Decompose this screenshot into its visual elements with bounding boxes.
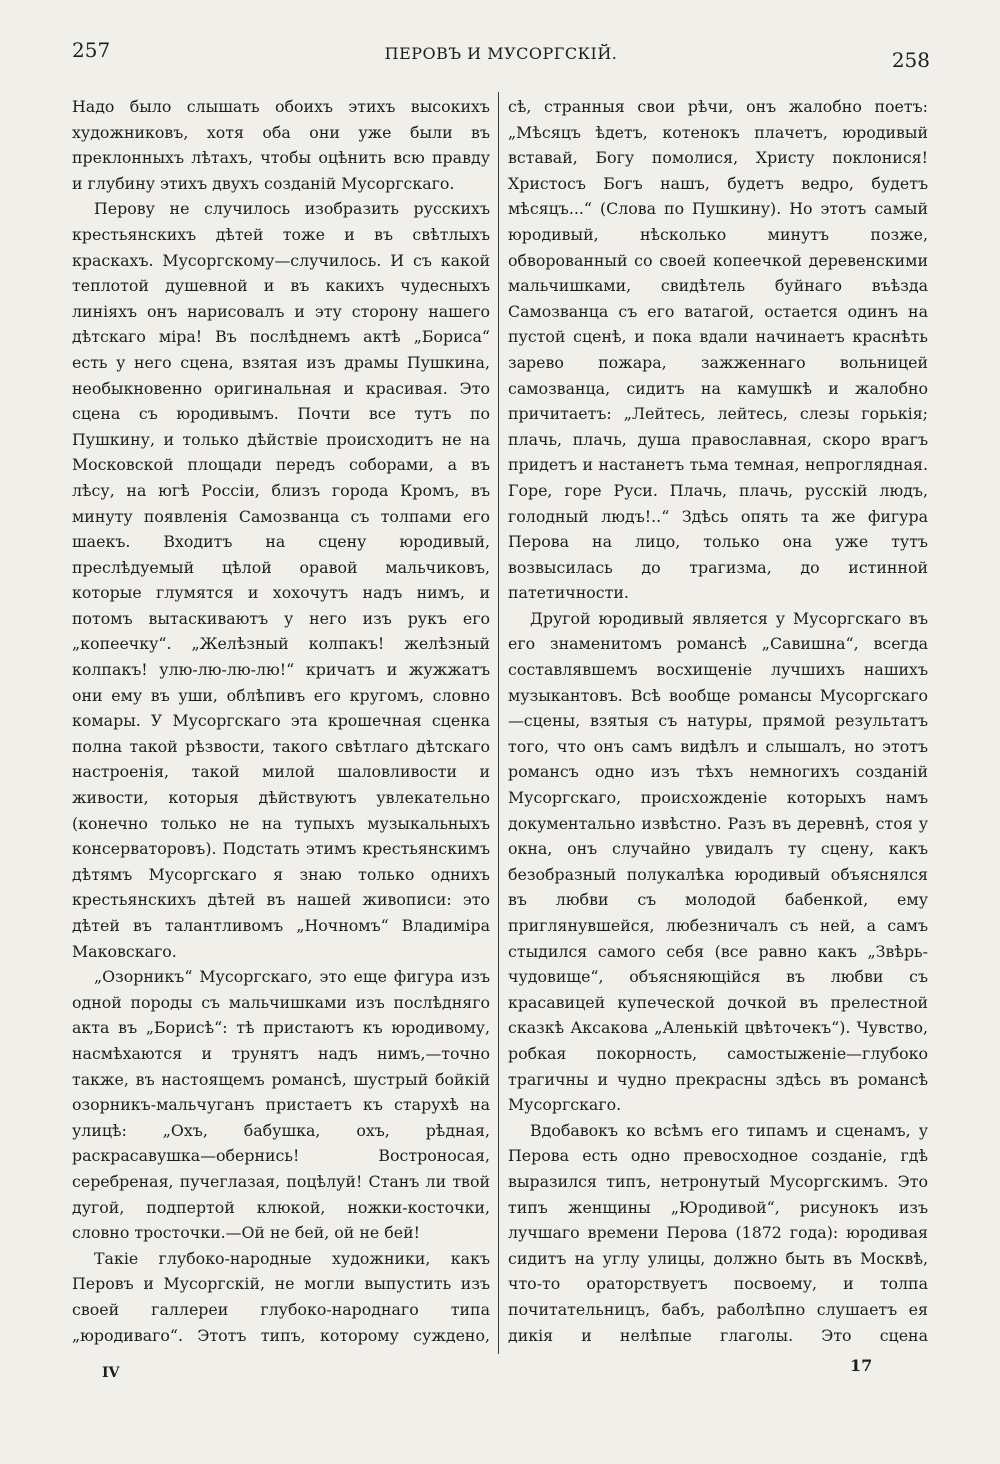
column-divider (498, 92, 499, 1354)
paragraph: Другой юродивый является у Мусоргскаго въ его знаменитомъ романсѣ „Савишна“, всегда составлявшемъ восхищеніе лучшихъ нашихъ музыкантовъ. Всѣ вообще романсы Мусоргскаго—сцены, взятыя съ натуры, прямой результатъ того, что онъ самъ видѣлъ и слышалъ, но этотъ романсъ одно изъ тѣхъ немногихъ созданій Мусоргскаго, происхожденіе которыхъ намъ документально извѣстно. Разъ въ деревнѣ, стоя у окна, онъ случайно увидалъ ту сцену, какъ безобразный полукалѣка юродивый объяснялся въ любви съ молодой бабенкой, ему приглянувшейся, любезничалъ съ ней, а самъ стыдился самого себя (все равно какъ „Звѣрь-чудовище“, объясняющійся въ любви съ красавицей купеческой дочкой въ прелестной сказкѣ Аксакова „Аленькій цвѣточекъ“). Чувство, робкая покорность, самостыженіе—глубоко трагичны и чудно прекрасны здѣсь въ романсѣ Мусоргскаго. (508, 608, 928, 1115)
paragraph: „Озорникъ“ Мусоргскаго, это еще фигура изъ одной породы съ мальчишками изъ послѣдняго акта въ „Борисѣ“: тѣ пристаютъ къ юродивому, насмѣхаются и трунятъ надъ нимъ,—точно также, въ настоящемъ романсѣ, шустрый бойкій озорникъ-мальчуганъ пристаетъ къ старухѣ на улицѣ: „Охъ, бабушка, охъ, рѣдная, раскрасавушка—обернись! Востроносая, серебреная, пучеглазая, поцѣлуй! Станъ ли твой дугой, подпертой клюкой, ножки-косточки, словно тросточки.—Ой не бей, ой не бей! (72, 967, 490, 1243)
page-number-left: 257 (72, 38, 111, 62)
paragraph: Вдобавокъ ко всѣмъ его типамъ и сценамъ, у Перова есть одно превосходное созданіе, гдѣ выразился типъ, нетронутый Мусоргскимъ. Это типъ женщины „Юродивой“, рисунокъ изъ лучшаго времени Перова (1872 года): юродивая сидитъ на углу улицы, должно быть въ Москвѣ, что-то ораторствуетъ посвоему, и толпа почитательницъ, бабъ, раболѣпно слушаетъ ея дикія и нелѣпые глаголы. Это сцена (508, 1120, 928, 1345)
signature-mark-left: IV (102, 1365, 120, 1381)
signature-mark-right: 17 (850, 1356, 873, 1375)
running-title: ПЕРОВЪ И МУСОРГСКІЙ. (384, 44, 618, 63)
paragraph: Перову не случилось изобразить русскихъ крестьянскихъ дѣтей тоже и въ свѣтлыхъ краскахъ. Мусоргскому—случилось. И съ какой теплотой душевной и въ какихъ чудесныхъ линіяхъ онъ нарисовалъ и эту сторону нашего дѣтскаго міра! Въ послѣднемъ актѣ „Бориса“ есть у него сцена, взятая изъ драмы Пушкина, необыкновенно оригинальная и красивая. Это сцена съ юродивымъ. Почти все тутъ по Пушкину, и только дѣйствіе происходитъ не на Московской площади передъ соборами, а въ лѣсу, на югѣ Россіи, близъ города Кромъ, въ минуту появленія Самозванца съ толпами его шаекъ. Входитъ на сцену юродивый, преслѣдуемый цѣлой оравой мальчиковъ, которые глумятся и хохочутъ надъ нимъ, и потомъ вытаскиваютъ у него изъ рукъ его „копеечку“. „Желѣзный колпакъ! желѣзный колпакъ! улю-лю-лю-лю!“ кричатъ и жужжатъ они ему въ уши, облѣпивъ его кругомъ, словно комары. У Мусоргскаго эта крошечная сценка полна такой рѣзвости, такого свѣтлаго дѣтскаго настроенія, такой милой шаловливости и живости, которыя дѣйствуютъ увлекательно (конечно только не на тупыхъ музыкальныхъ консерваторовъ). Подстать этимъ крестьянскимъ дѣтямъ Мусоргскаго я знаю только однихъ крестьянскихъ дѣтей въ нашей живописи: это дѣтей въ талантливомъ „Ночномъ“ Владиміра Маковскаго. (72, 199, 490, 961)
paragraph: сѣ, странныя свои рѣчи, онъ жалобно поетъ: „Мѣсяцъ ѣдетъ, котенокъ плачетъ, юродивый вставай, Богу помолися, Христу поклонися! Христосъ Богъ нашъ, будетъ ведро, будетъ мѣсяцъ...“ (Слова по Пушкину). Но этотъ самый юродивый, нѣсколько минутъ позже, обворованный со своей копеечкой деревенскими мальчишками, свидѣтель буйнаго въѣзда Самозванца съ его ватагой, остается одинъ на пустой сценѣ, и пока вдали начинаетъ краснѣть зарево пожара, зажженнаго вольницей самозванца, сидитъ на камушкѣ и жалобно причитаетъ: „Лейтесь, лейтесь, слезы горькія; плачь, плачь, душа православная, скоро врагъ придетъ и настанетъ тьма темная, непроглядная. Горе, горе Руси. Плачь, плачь, русскій людъ, голодный людъ!..“ Здѣсь опять та же фигура Перова на лицо, только она уже тутъ возвысилась до трагизма, до истинной патетичности. (508, 97, 928, 603)
paragraph: Надо было слышать обоихъ этихъ высокихъ художниковъ, хотя оба они уже были въ преклонныхъ лѣтахъ, чтобы оцѣнить всю правду и глубину этихъ двухъ созданій Мусоргскаго. (72, 97, 490, 193)
left-column (72, 94, 490, 1350)
right-column (508, 94, 928, 1350)
page-header (72, 34, 930, 74)
paragraph: Такіе глубоко-народные художники, какъ Перовъ и Мусоргскій, не могли выпустить изъ своей галлереи глубоко-народнаго типа „юродиваго“. Этотъ типъ, которому суждено, (72, 1248, 490, 1345)
page-number-right: 258 (891, 48, 930, 72)
